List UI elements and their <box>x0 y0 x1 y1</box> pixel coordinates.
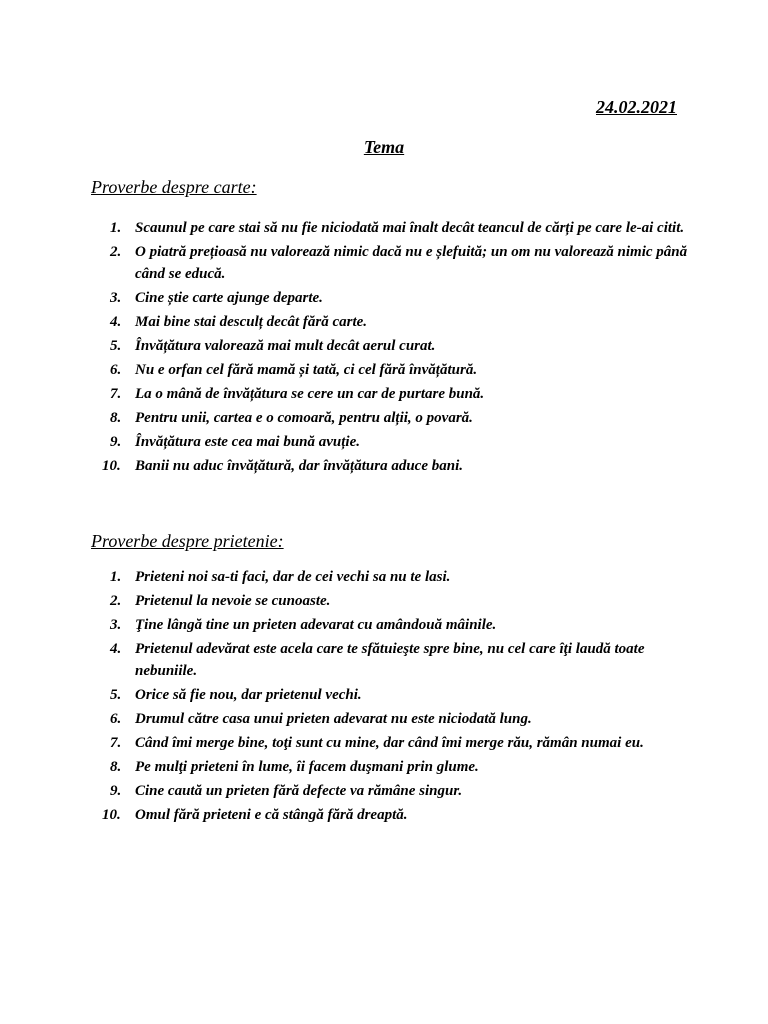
list-item: 8. Pentru unii, cartea e o comoară, pentru alții, o povară. <box>110 410 473 426</box>
proverb-text: Prietenul adevărat este acela care te sfătuieşte spre bine, nu cel care îţi laudă toate nebuniile. <box>135 641 645 679</box>
proverb-text: Pentru unii, cartea e o comoară, pentru alții, o povară. <box>135 410 473 426</box>
proverb-text: O piatră prețioasă nu valorează nimic dacă nu e șlefuită; un om nu valorează nimic până când se educă. <box>135 244 688 282</box>
list-item: 2. O piatră prețioasă nu valorează nimic dacă nu e șlefuită; un om nu valorează nimic până când se educă. <box>110 244 688 282</box>
proverb-text: Cine caută un prieten fără defecte va rămâne singur. <box>135 783 463 799</box>
proverb-text: Când îmi merge bine, toţi sunt cu mine, dar când îmi merge rău, rămân numai eu. <box>135 735 644 751</box>
list-item: 1. Prieteni noi sa-ti faci, dar de cei vechi sa nu te lasi. <box>110 569 451 585</box>
list-item: 3. Ţine lângă tine un prieten adevarat cu amândouă mâinile. <box>110 617 497 633</box>
list-item: 1. Scaunul pe care stai să nu fie niciodată mai înalt decât teancul de cărți pe care le-ai citit. <box>110 220 685 236</box>
list-item: 4. Prietenul adevărat este acela care te sfătuieşte spre bine, nu cel care îţi laudă toate nebuniile. <box>110 641 645 679</box>
list-item: 6. Nu e orfan cel fără mamă și tată, ci cel fără învățătură. <box>110 362 478 378</box>
list-item: 4. Mai bine stai desculț decât fără carte. <box>110 314 368 330</box>
list-item: 5. Învățătura valorează mai mult decât aerul curat. <box>110 338 436 354</box>
proverb-text: Banii nu aduc învățătură, dar învățătura aduce bani. <box>135 458 463 474</box>
proverb-text: Mai bine stai desculț decât fără carte. <box>135 314 368 330</box>
list-item: 3. Cine știe carte ajunge departe. <box>110 290 323 306</box>
list-item: 6. Drumul către casa unui prieten adevarat nu este niciodată lung. <box>110 711 532 727</box>
proverb-text: Pe mulţi prieteni în lume, îi facem duşmani prin glume. <box>135 759 479 775</box>
list-item: 9. Cine caută un prieten fără defecte va rămâne singur. <box>110 783 463 799</box>
document-title: Tema <box>363 137 405 157</box>
proverb-text: Prieteni noi sa-ti faci, dar de cei vechi sa nu te lasi. <box>135 569 451 585</box>
proverb-list-carte <box>91 217 691 479</box>
proverb-text: Învățătura valorează mai mult decât aerul curat. <box>135 338 436 354</box>
proverb-list-prietenie <box>91 566 691 828</box>
list-item: 9. Învățătura este cea mai bună avuție. <box>110 434 360 450</box>
proverb-text: Scaunul pe care stai să nu fie niciodată mai înalt decât teancul de cărți pe care le-ai citit. <box>135 220 685 236</box>
proverb-text: Învățătura este cea mai bună avuție. <box>135 434 360 450</box>
proverb-text: Orice să fie nou, dar prietenul vechi. <box>135 687 362 703</box>
list-item: 5. Orice să fie nou, dar prietenul vechi. <box>110 687 362 703</box>
list-item: 10. Banii nu aduc învățătură, dar învățătura aduce bani. <box>102 458 463 474</box>
list-item: 10. Omul fără prieteni e că stângă fără dreaptă. <box>102 807 408 823</box>
section-heading-carte: Proverbe despre carte: <box>91 177 257 197</box>
proverb-text: Ţine lângă tine un prieten adevarat cu amândouă mâinile. <box>135 617 497 633</box>
section-heading-prietenie: Proverbe despre prietenie: <box>91 531 284 551</box>
list-item: 7. La o mână de învățătura se cere un car de purtare bună. <box>110 386 485 402</box>
proverb-text: Cine știe carte ajunge departe. <box>135 290 323 306</box>
list-item: 2. Prietenul la nevoie se cunoaste. <box>110 593 331 609</box>
list-item: 8. Pe mulţi prieteni în lume, îi facem duşmani prin glume. <box>110 759 479 775</box>
proverb-text: Drumul către casa unui prieten adevarat nu este niciodată lung. <box>135 711 532 727</box>
proverb-text: La o mână de învățătura se cere un car de purtare bună. <box>135 386 485 402</box>
proverb-text: Prietenul la nevoie se cunoaste. <box>135 593 331 609</box>
proverb-text: Omul fără prieteni e că stângă fără dreaptă. <box>135 807 408 823</box>
document-date: 24.02.2021 <box>596 97 677 117</box>
list-item: 7. Când îmi merge bine, toţi sunt cu mine, dar când îmi merge rău, rămân numai eu. <box>110 735 644 751</box>
proverb-text: Nu e orfan cel fără mamă și tată, ci cel fără învățătură. <box>135 362 478 378</box>
